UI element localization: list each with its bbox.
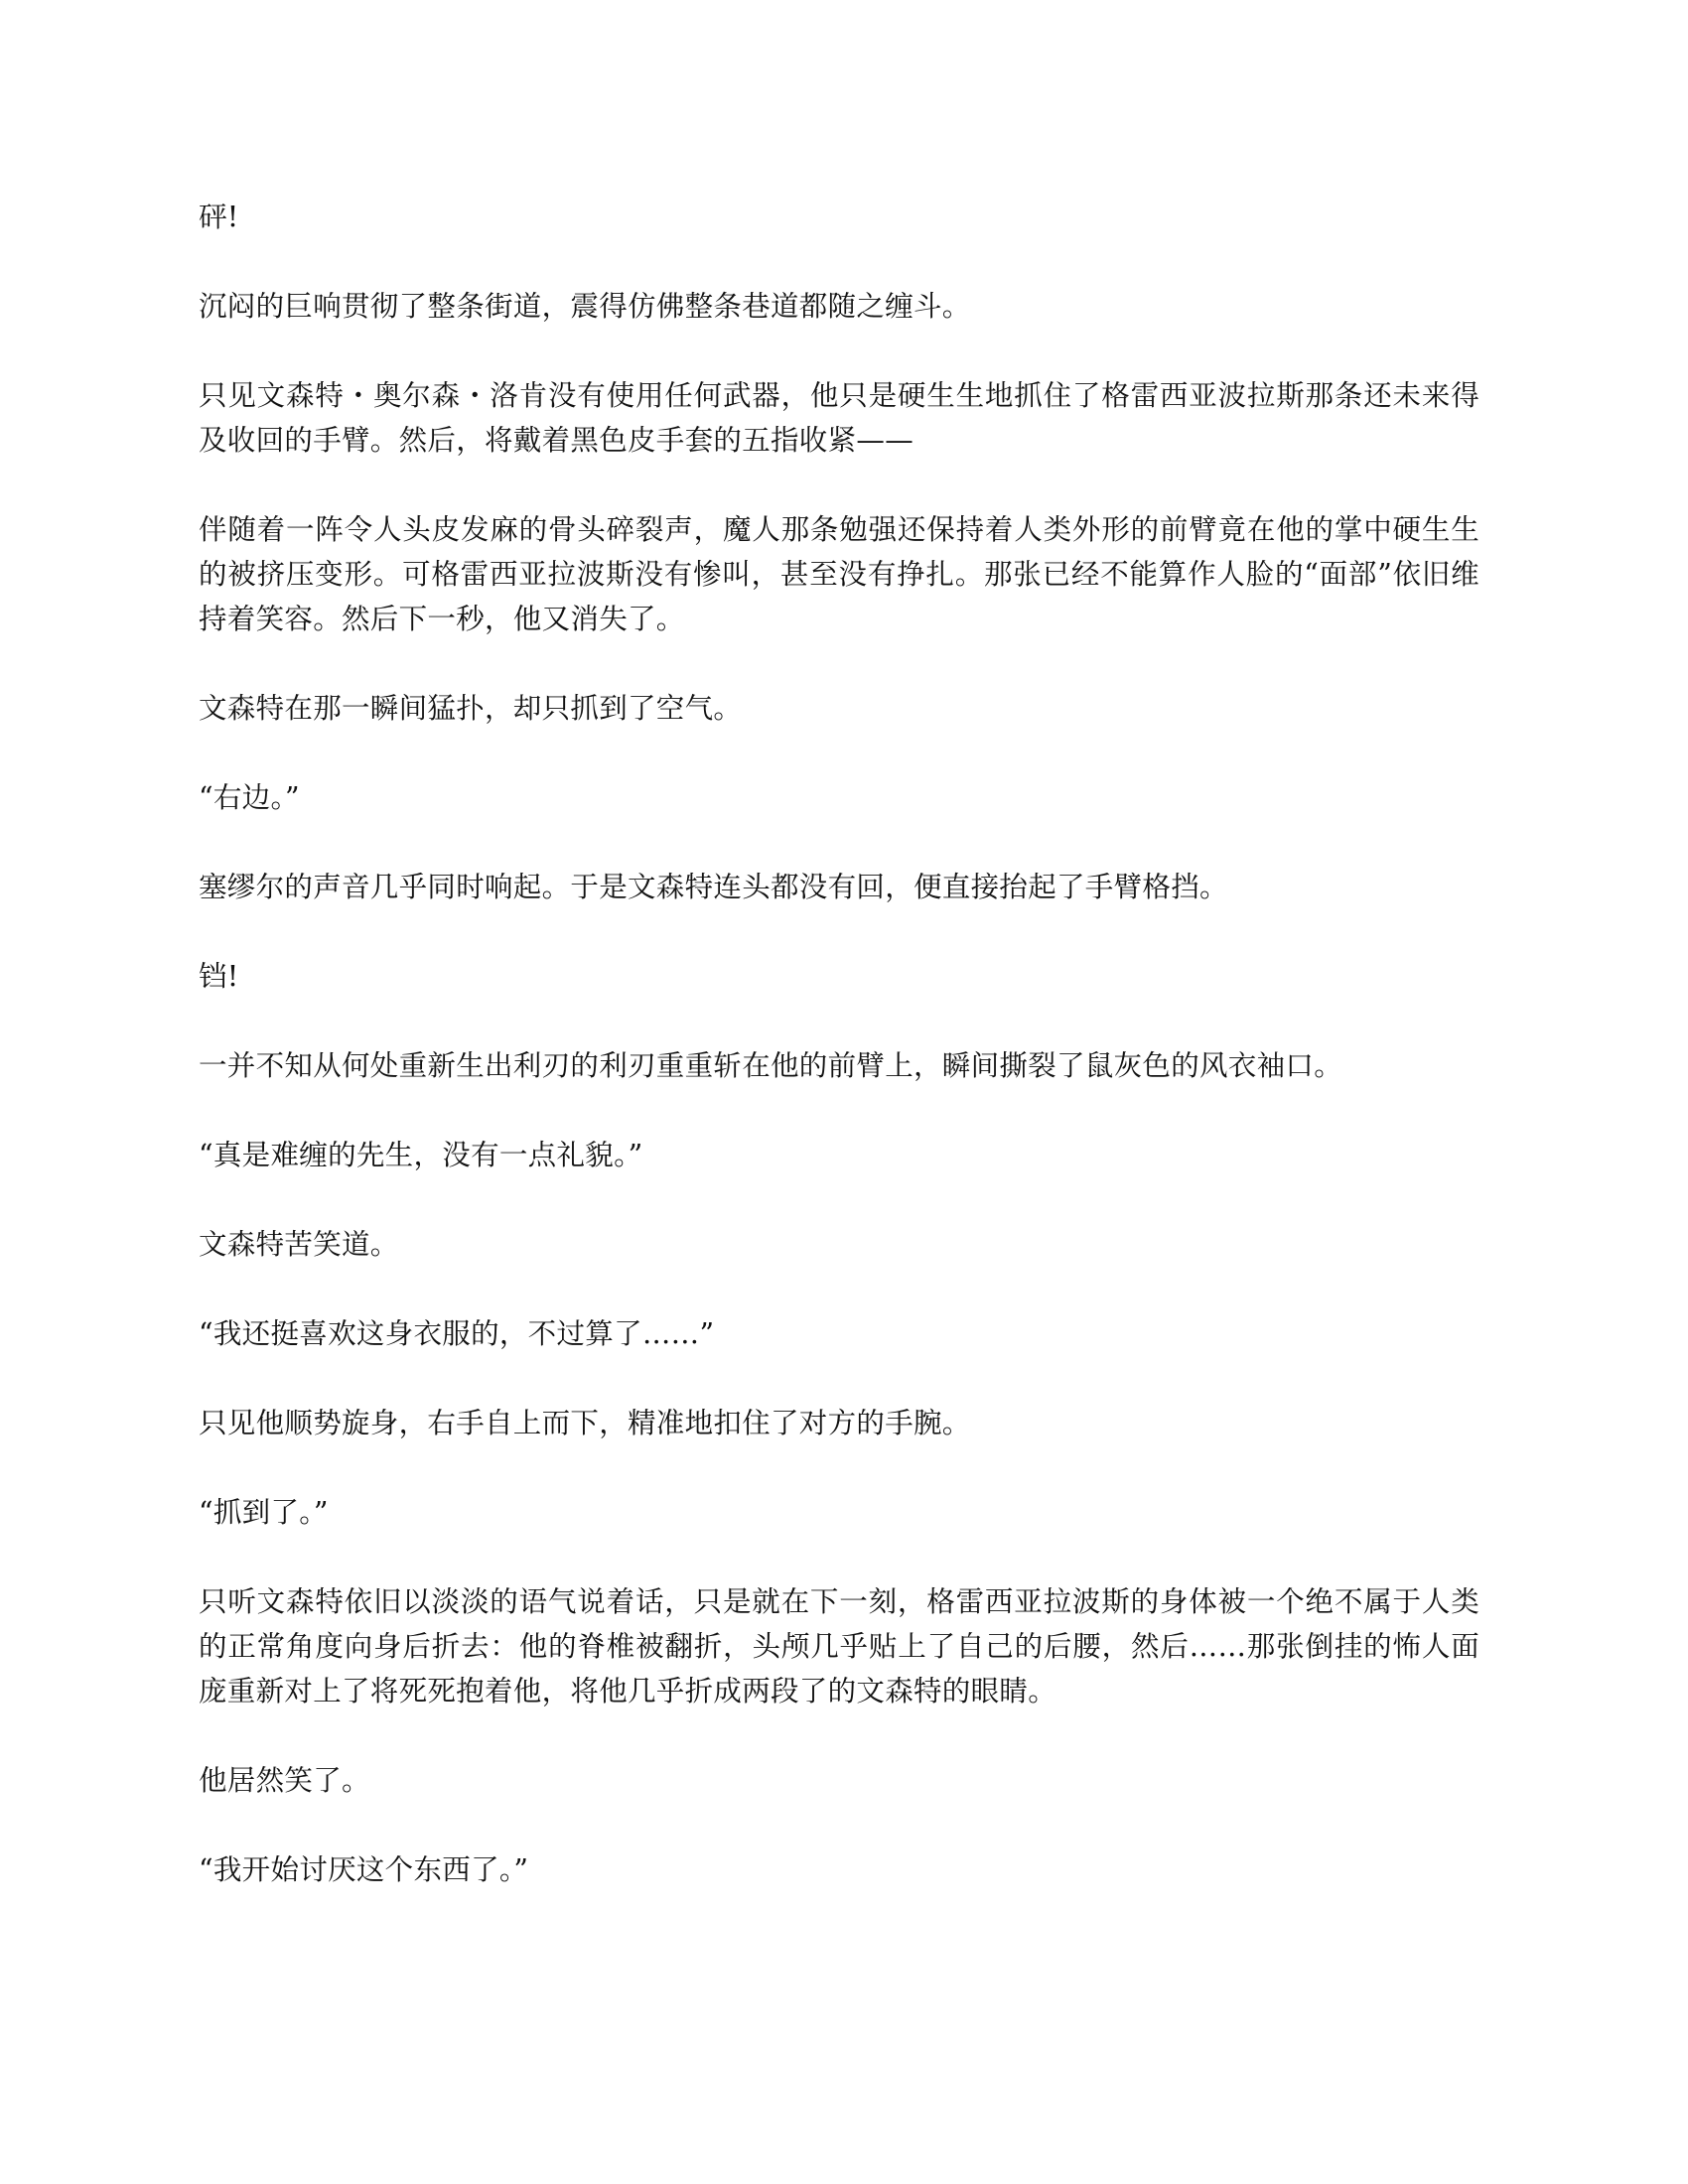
document-body [199, 195, 1479, 1937]
paragraph-17: “我开始讨厌这个东西了。” [199, 1853, 529, 1886]
paragraph-13: 只见他顺势旋身，右手自上而下，精准地扣住了对方的手腕。 [199, 1407, 971, 1439]
paragraph-14: “抓到了。” [199, 1496, 329, 1529]
paragraph-2: 沉闷的巨响贯彻了整条街道，震得仿佛整条巷道都随之缠斗。 [199, 290, 971, 323]
paragraph-9: 一并不知从何处重新生出利刃的利刃重重斩在他的前臂上，瞬间撕裂了鼠灰色的风衣袖口。 [199, 1049, 1343, 1082]
paragraph-3: 只见文森特・奥尔森・洛肯没有使用任何武器，他只是硬生生地抓住了格雷西亚波拉斯那条还未来得及收回的手臂。然后，将戴着黑色皮手套的五指收紧—— [199, 379, 1479, 457]
paragraph-4: 伴随着一阵令人头皮发麻的骨头碎裂声，魔人那条勉强还保持着人类外形的前臂竟在他的掌中硬生生的被挤压变形。可格雷西亚拉波斯没有惨叫，甚至没有挣扎。那张已经不能算作人脸的“面部”依旧维持着笑容。然后下一秒，他又消失了。 [199, 513, 1479, 635]
paragraph-10: “真是难缠的先生，没有一点礼貌。” [199, 1139, 643, 1171]
paragraph-15: 只听文森特依旧以淡淡的语气说着话，只是就在下一刻，格雷西亚拉波斯的身体被一个绝不属于人类的正常角度向身后折去：他的脊椎被翻折，头颅几乎贴上了自己的后腰，然后……那张倒挂的怖人面庞重新对上了将死死抱着他，将他几乎折成两段了的文森特的眼睛。 [199, 1585, 1479, 1707]
paragraph-16: 他居然笑了。 [199, 1764, 370, 1797]
paragraph-12: “我还挺喜欢这身衣服的，不过算了……” [199, 1317, 715, 1350]
paragraph-5: 文森特在那一瞬间猛扑，却只抓到了空气。 [199, 692, 743, 725]
paragraph-1: 砰! [199, 201, 239, 233]
paragraph-7: 塞缪尔的声音几乎同时响起。于是文森特连头都没有回，便直接抬起了手臂格挡。 [199, 871, 1228, 903]
paragraph-11: 文森特苦笑道。 [199, 1228, 399, 1261]
paragraph-6: “右边。” [199, 781, 300, 814]
paragraph-8: 铛! [199, 960, 239, 993]
